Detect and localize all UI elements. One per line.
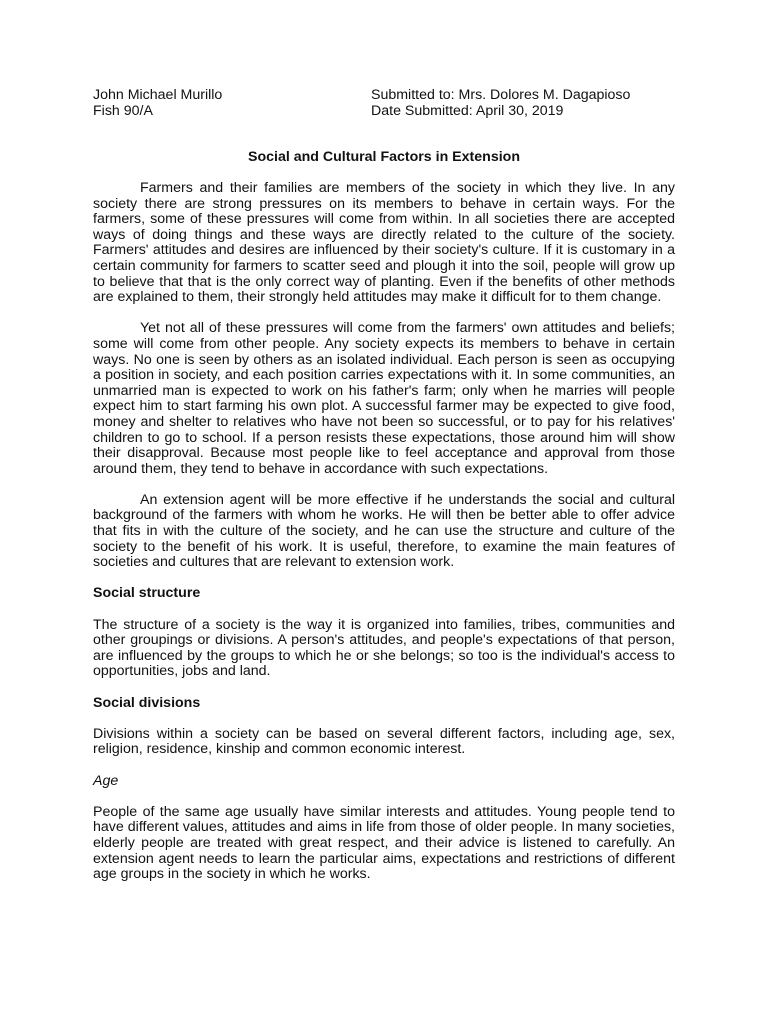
social-divisions-text: Divisions within a society can be based on several different factors, including age, sex, religion, residence, kinship and common economic interest. — [93, 725, 675, 758]
course-section: Fish 90/A — [93, 102, 153, 119]
header-row-1 — [93, 88, 675, 104]
document-header — [93, 88, 675, 119]
document-body — [93, 181, 675, 883]
date-submitted: Date Submitted: April 30, 2019 — [371, 102, 564, 119]
paragraph-3: An extension agent will be more effective if he understands the social and cultural background of the farmers with whom he works. He will then be better able to offer advice that fits in with the culture of the society, and he can use the structure and culture of the society to the benefit of his work. It is useful, therefore, to examine the main features of societies and cultures that are relevant to extension work. — [93, 491, 675, 571]
document-title: Social and Cultural Factors in Extension — [248, 149, 520, 165]
age-heading: Age — [93, 772, 119, 789]
paragraph-2: Yet not all of these pressures will come from the farmers' own attitudes and beliefs; some will come from other people. Any society expects its members to behave in certain ways. No one is seen by others as an isolated individual. Each person is seen as occupying a position in society, and each position carries expectations with it. In some communities, an unmarried man is expected to work on his father's farm; only when he marries will people expect him to start farming his own plot. A successful farmer may be expected to give food, money and shelter to relatives who have not been so successful, or to pay for his relatives' children to go to school. If a person resists these expectations, those around him will show their disapproval. Because most people like to feel acceptance and approval from those around them, they tend to behave in accordance with such expectations. — [93, 320, 675, 477]
paragraph-1: Farmers and their families are members of the society in which they live. In any society there are strong pressures on its members to behave in certain ways. For the farmers, some of these pressures will come from within. In all societies there are accepted ways of doing things and these ways are directly related to the culture of the society. Farmers' attitudes and desires are influenced by their society's culture. If it is customary in a certain community for farmers to scatter seed and plough it into the soil, people will grow up to believe that that is the only correct way of planting. Even if the benefits of other methods are explained to them, their strongly held attitudes may make it difficult for to them change. — [93, 180, 675, 306]
social-divisions-heading: Social divisions — [93, 694, 201, 711]
social-structure-text: The structure of a society is the way it is organized into families, tribes, communities and other groupings or divisions. A person's attitudes, and people's expectations of that person, are influenced by the groups to which he or she belongs; so too is the individual's access to opportunities, jobs and land. — [93, 616, 675, 680]
age-text: People of the same age usually have similar interests and attitudes. Young people tend to have different values, attitudes and aims in life from those of older people. In many societies, elderly people are treated with great respect, and their advice is listened to carefully. An extension agent needs to learn the particular aims, expectations and restrictions of different age groups in the society in which he works. — [93, 803, 675, 883]
social-structure-heading: Social structure — [93, 585, 201, 602]
header-row-2 — [93, 104, 675, 120]
submitted-to: Submitted to: Mrs. Dolores M. Dagapioso — [371, 87, 631, 103]
author-name: John Michael Murillo — [93, 87, 223, 103]
